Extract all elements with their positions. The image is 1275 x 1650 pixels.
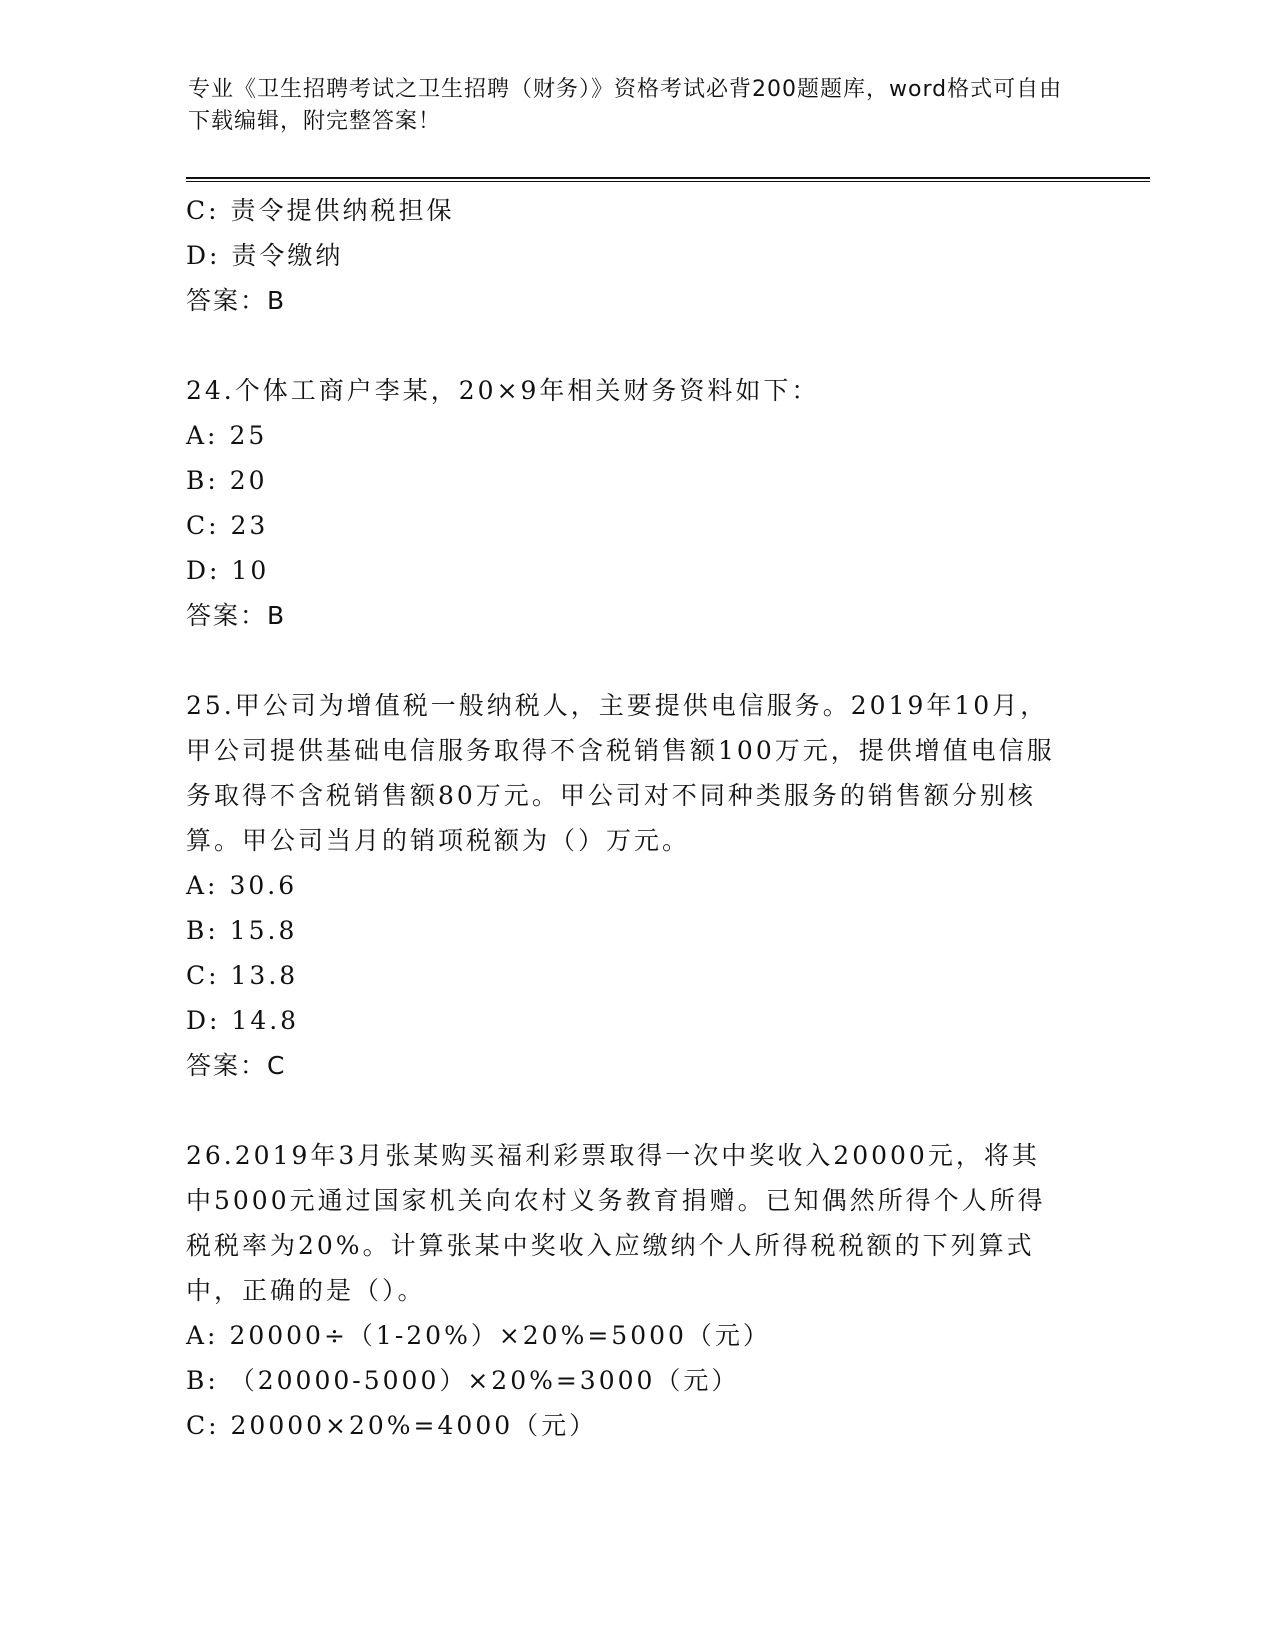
option-a: A: 30.6 [186, 871, 298, 900]
option-b: B: （20000-5000）×20%=3000（元） [186, 1366, 740, 1395]
question-stem: 24.个体工商户李某，20×9年相关财务资料如下： [186, 376, 820, 405]
question-24 [186, 368, 1086, 638]
question-25 [186, 683, 1086, 1088]
question-stem: 26.2019年3月张某购买福利彩票取得一次中奖收入20000元，将其中5000元通过国家机关向农村义务教育捐赠。已知偶然所得个人所得税税率为20%。计算张某中奖收入应缴纳个人所得税税额的下列算式中，正确的是（）。 [186, 1141, 1046, 1305]
option-d: D: 14.8 [186, 1006, 300, 1035]
question-23-tail [186, 188, 1086, 323]
answer-label: 答案：C [186, 1051, 287, 1080]
option-c: C: 责令提供纳税担保 [186, 196, 455, 225]
answer-label: 答案：B [186, 286, 287, 315]
option-a: A: 20000÷（1-20%）×20%=5000（元） [186, 1321, 771, 1350]
option-c: C: 23 [186, 511, 269, 540]
document-title: 专业《卫生招聘考试之卫生招聘（财务）》资格考试必背200题题库，word格式可自由下载编辑，附完整答案！ [188, 77, 1063, 134]
option-d: D: 10 [186, 556, 270, 585]
header-divider [186, 177, 1150, 182]
option-d: D: 责令缴纳 [186, 241, 344, 270]
spacer [186, 1088, 1086, 1133]
question-stem: 25.甲公司为增值税一般纳税人，主要提供电信服务。2019年10月，甲公司提供基础电信服务取得不含税销售额100万元，提供增值电信服务取得不含税销售额80万元。甲公司对不同种类服务的销售额分别核算。甲公司当月的销项税额为（）万元。 [186, 691, 1055, 855]
question-26 [186, 1133, 1086, 1448]
page-header [188, 74, 1068, 138]
question-list [186, 188, 1086, 1448]
option-c: C: 13.8 [186, 961, 299, 990]
option-b: B: 15.8 [186, 916, 298, 945]
option-b: B: 20 [186, 466, 268, 495]
option-a: A: 25 [186, 421, 268, 450]
spacer [186, 323, 1086, 368]
spacer [186, 638, 1086, 683]
answer-label: 答案：B [186, 601, 287, 630]
option-c: C: 20000×20%=4000（元） [186, 1411, 598, 1440]
